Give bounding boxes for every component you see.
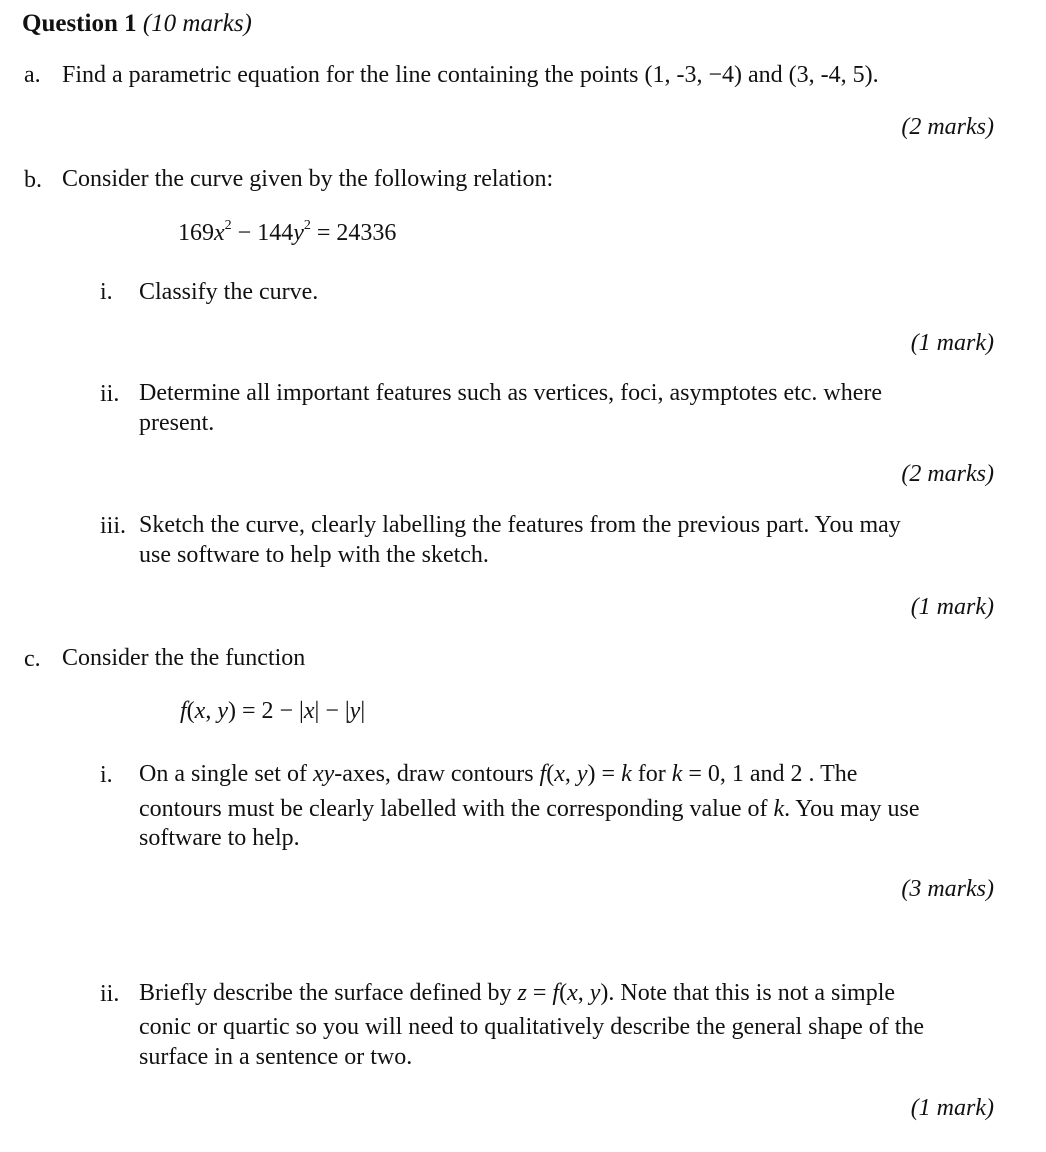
part-b-label: b. <box>24 167 42 193</box>
part-b-i-label: i. <box>100 279 113 305</box>
part-b-ii-line2: present. <box>139 410 215 436</box>
part-c-text: Consider the the function <box>62 645 306 671</box>
part-c-ii-line2: conic or quartic so you will need to qualitatively describe the general shape of the <box>139 1014 925 1040</box>
part-b-ii-label: ii. <box>100 381 120 407</box>
part-b-i-text: Classify the curve. <box>139 279 319 305</box>
part-b-ii-line1: Determine all important features such as vertices, foci, asymptotes etc. where <box>139 380 883 406</box>
function-definition: f(x, y) = 2 − |x| − |y| <box>180 698 366 724</box>
part-b-text: Consider the curve given by the following relation: <box>62 166 554 192</box>
part-b-iii-label: iii. <box>100 513 127 539</box>
part-b-iii-line1: Sketch the curve, clearly labelling the features from the previous part. You may <box>139 512 901 538</box>
part-a-marks: (2 marks) <box>901 114 994 140</box>
part-b-iii-line2: use software to help with the sketch. <box>139 542 489 568</box>
part-c-label: c. <box>24 646 41 672</box>
part-b-ii-marks: (2 marks) <box>901 461 994 487</box>
part-c-ii-line3: surface in a sentence or two. <box>139 1044 413 1070</box>
part-a-text: Find a parametric equation for the line containing the points (1, -3, −4) and (3, -4, 5). <box>62 62 879 88</box>
part-c-ii-line1: Briefly describe the surface defined by z = f(x, y). Note that this is not a simple <box>139 980 896 1006</box>
part-a-label: a. <box>24 62 41 88</box>
question-title <box>22 10 252 38</box>
question-total-marks: (10 marks) <box>142 10 252 37</box>
part-c-i-line3: software to help. <box>139 825 300 851</box>
part-c-i-line1: On a single set of xy-axes, draw contours f(x, y) = k for k = 0, 1 and 2 . The <box>139 761 858 787</box>
question-number: Question 1 <box>22 10 137 37</box>
part-c-i-marks: (3 marks) <box>901 876 994 902</box>
part-c-i-label: i. <box>100 762 113 788</box>
hyperbola-equation: $169x^2 - 144y^2 = 24336$ <box>178 218 397 246</box>
part-b-iii-marks: (1 mark) <box>910 594 994 620</box>
part-c-ii-marks: (1 mark) <box>910 1095 994 1121</box>
part-c-ii-label: ii. <box>100 981 120 1007</box>
part-c-i-line2: contours must be clearly labelled with the corresponding value of k. You may use <box>139 796 920 822</box>
part-b-i-marks: (1 mark) <box>910 330 994 356</box>
